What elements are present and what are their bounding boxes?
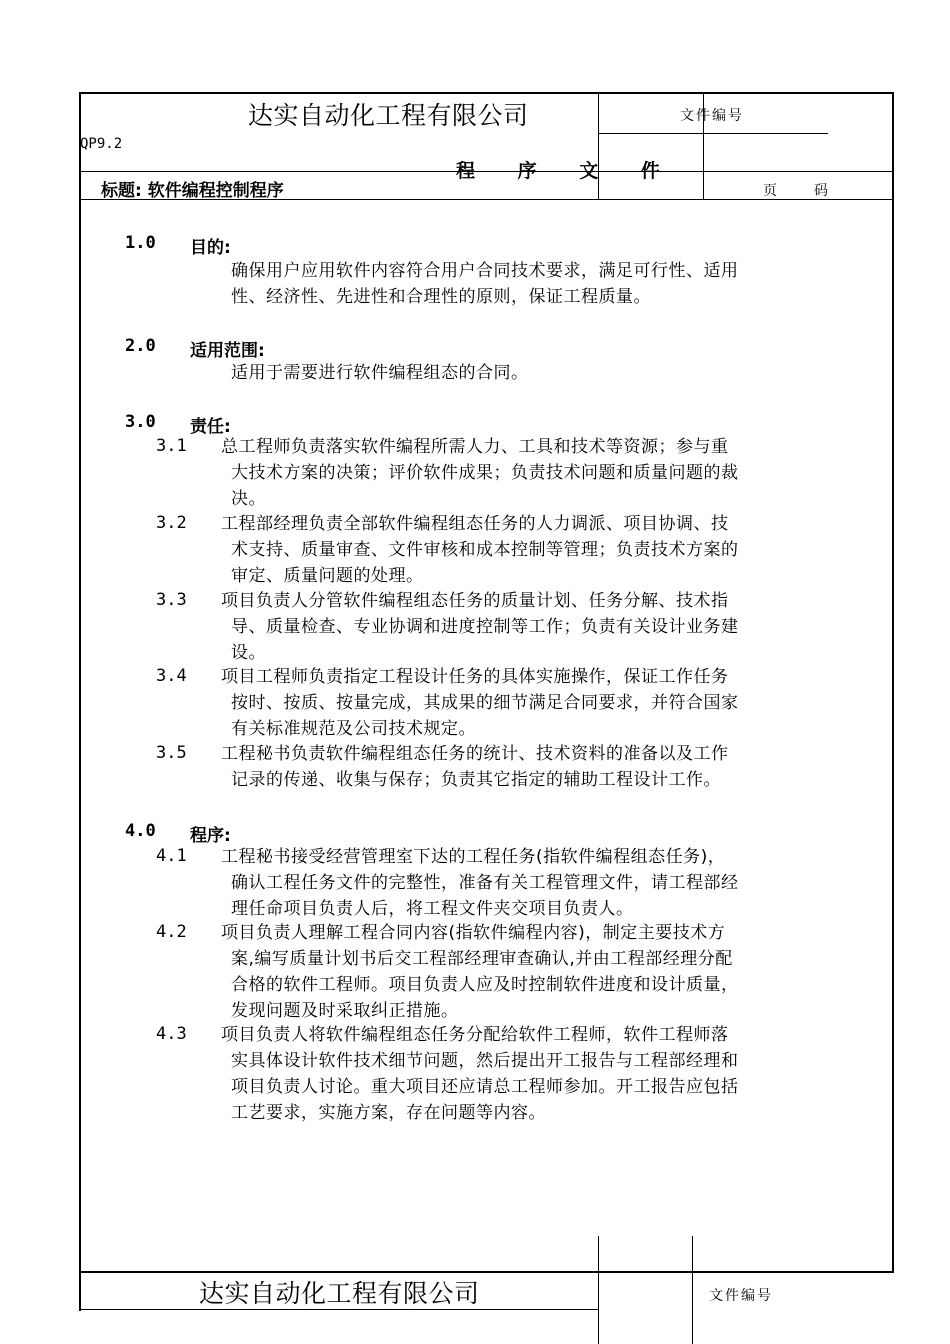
item-number: 3.2 (156, 513, 187, 533)
paragraph-line: 导、质量检查、专业协调和进度控制等工作；负责有关设计业务建 (231, 617, 739, 637)
item-number: 3.3 (156, 590, 187, 610)
item-number: 3.5 (156, 743, 187, 763)
item-number: 4.2 (156, 922, 187, 942)
footer-company-name: 达实自动化工程有限公司 (199, 1279, 480, 1308)
section-title: 程序: (190, 826, 231, 846)
paragraph-line: 项目负责人分管软件编程组态任务的质量计划、任务分解、技术指 (221, 591, 729, 611)
frame-top (79, 92, 894, 94)
paragraph-line: 设。 (231, 643, 266, 663)
doc-code: QP9.2 (80, 136, 123, 152)
paragraph-line: 性、经济性、先进性和合理性的原则，保证工程质量。 (231, 287, 651, 307)
item-paragraph (221, 920, 739, 1024)
item-number: 4.3 (156, 1024, 187, 1044)
section-title: 适用范围: (190, 341, 265, 361)
paragraph-line: 项目负责人理解工程合同内容(指软件编程内容)，制定主要技术方 (221, 923, 726, 943)
paragraph-line: 按时、按质、按量完成，其成果的细节满足合同要求，并符合国家 (231, 693, 739, 713)
paragraph-line: 记录的传递、收集与保存；负责其它指定的辅助工程设计工作。 (231, 770, 721, 790)
header-vline-1 (598, 94, 599, 200)
section-number: 4.0 (125, 821, 156, 841)
paragraph-line: 实具体设计软件技术细节问题，然后提出开工报告与工程部经理和 (231, 1051, 739, 1071)
document-title: 标题: 软件编程控制程序 (101, 181, 284, 201)
paragraph-line: 工艺要求，实施方案，存在问题等内容。 (231, 1103, 546, 1123)
frame-right (892, 92, 894, 1272)
paragraph-line: 大技术方案的决策；评价软件成果；负责技术问题和质量问题的裁 (231, 463, 739, 483)
doc-type: 程 序 文 件 (456, 160, 678, 182)
item-number: 3.1 (156, 436, 187, 456)
paragraph-line: 工程秘书接受经营管理室下达的工程任务(指软件编程组态任务)， (221, 847, 726, 867)
section-number: 1.0 (125, 233, 156, 253)
item-number: 4.1 (156, 846, 187, 866)
paragraph-line: 决。 (231, 489, 266, 509)
paragraph-line: 工程部经理负责全部软件编程组态任务的人力调派、项目协调、技 (221, 514, 729, 534)
paragraph-line: 工程秘书负责软件编程组态任务的统计、技术资料的准备以及工作 (221, 744, 729, 764)
item-paragraph (221, 588, 739, 666)
paragraph-line: 项目负责人讨论。重大项目还应请总工程师参加。开工报告应包括 (231, 1077, 739, 1097)
paragraph-line: 确保用户应用软件内容符合用户合同技术要求，满足可行性、适用 (231, 261, 739, 281)
paragraph-line: 案,编写质量计划书后交工程部经理审查确认,并由工程部经理分配 (231, 949, 733, 969)
paragraph-line: 适用于需要进行软件编程组态的合同。 (231, 363, 529, 383)
item-paragraph (221, 664, 739, 742)
section-number: 2.0 (125, 336, 156, 356)
section-title: 目的: (190, 238, 231, 258)
item-paragraph (221, 741, 729, 793)
paragraph-line: 发现问题及时采取纠正措施。 (231, 1001, 459, 1021)
footer-top-line (79, 1271, 894, 1273)
item-paragraph (221, 434, 739, 512)
file-no-underline (598, 133, 828, 134)
item-paragraph (221, 1022, 739, 1126)
doc-type-clip (440, 152, 678, 182)
paragraph-line: 理任命项目负责人后，将工程文件夹交项目负责人。 (231, 899, 634, 919)
company-name: 达实自动化工程有限公司 (248, 101, 529, 130)
section-number: 3.0 (125, 412, 156, 432)
paragraph-line: 审定、质量问题的处理。 (231, 566, 424, 586)
paragraph-line: 总工程师负责落实软件编程所需人力、工具和技术等资源；参与重 (221, 437, 729, 457)
footer-vline-2 (692, 1236, 693, 1344)
section-paragraph (231, 258, 739, 310)
section-paragraph (231, 360, 529, 386)
footer-left-line (79, 1271, 81, 1311)
item-paragraph (221, 844, 739, 922)
item-number: 3.4 (156, 666, 187, 686)
paragraph-line: 有关标准规范及公司技术规定。 (231, 719, 476, 739)
paragraph-line: 确认工程任务文件的完整性，准备有关工程管理文件，请工程部经 (231, 873, 739, 893)
footer-file-no-label: 文件编号 (709, 1288, 773, 1304)
item-paragraph (221, 511, 739, 589)
paragraph-line: 项目工程师负责指定工程设计任务的具体实施操作，保证工作任务 (221, 667, 729, 687)
file-no-label: 文件编号 (680, 108, 744, 124)
paragraph-line: 合格的软件工程师。项目负责人应及时控制软件进度和设计质量， (231, 975, 739, 995)
frame-left (79, 92, 81, 1272)
paragraph-line: 项目负责人将软件编程组态任务分配给软件工程师，软件工程师落 (221, 1025, 729, 1045)
page-label: 页 码 (763, 183, 831, 199)
section-title: 责任: (190, 417, 231, 437)
paragraph-line: 术支持、质量审查、文件审核和成本控制等管理；负责技术方案的 (231, 540, 739, 560)
footer-vline-1 (598, 1236, 599, 1344)
